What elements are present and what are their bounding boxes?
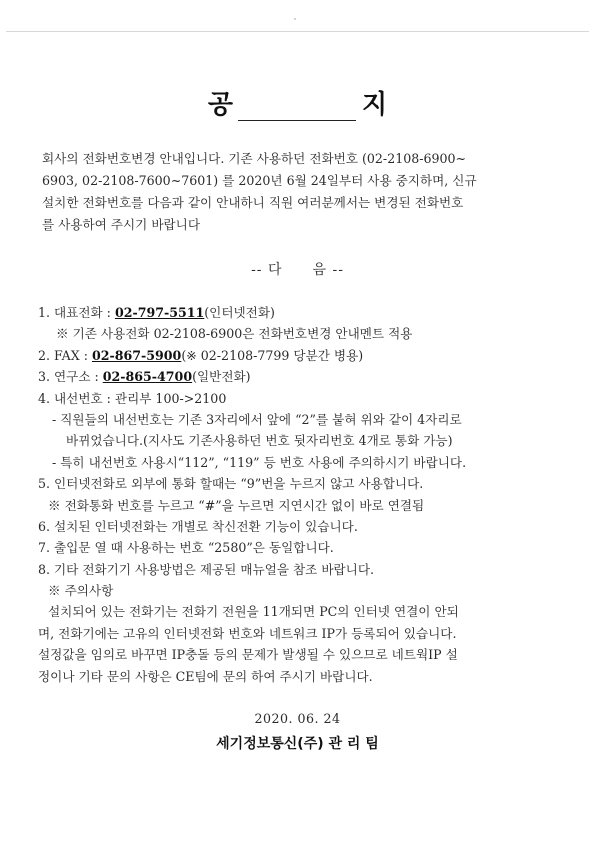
- notice-title: 공 지: [207, 90, 448, 120]
- notice-items: [38, 302, 568, 687]
- intro-line: 6903, 02-2108-7600~7601) 를 2020년 6월 24일부터 사용 중지하며, 신규: [42, 173, 477, 188]
- item-lab: [38, 366, 568, 387]
- item-suffix: (인터넷전화): [204, 305, 275, 320]
- main-phone-number: 02-797-5511: [114, 305, 205, 320]
- caution-text: 설정값을 임의로 바꾸면 IP충돌 등의 문제가 발생될 수 있으므로 네트웍IP 설: [38, 647, 458, 663]
- item-forwarding: 6. 설치된 인터넷전화는 개별로 착신전환 기능이 있습니다.: [38, 518, 358, 534]
- item-label: 2. FAX :: [38, 347, 92, 363]
- signer: 세기정보통신(주) 관 리 팀: [216, 736, 379, 752]
- item-fax: [38, 345, 568, 366]
- title-underline: [238, 120, 356, 121]
- caution-text: 며, 전화기에는 고유의 인터넷전화 번호와 네트워크 IP가 등록되어 있습니다.: [38, 625, 457, 641]
- item-sub: 바뀌었습니다.(지사도 기존사용하던 번호 뒷자리번호 4개로 통화 가능): [66, 433, 453, 449]
- item-main-phone: [38, 302, 568, 323]
- item-suffix: (일반전화): [192, 369, 251, 385]
- caution-text: 설치되어 있는 전화기는 전화기 전원을 11개되면 PC의 인터넷 연결이 안되: [48, 604, 459, 620]
- lab-phone-number: 02-865-4700: [102, 369, 193, 385]
- scan-edge-line: [6, 31, 589, 32]
- item-door-code: 7. 출입문 열 때 사용하는 번호 “2580”은 동일합니다.: [38, 540, 334, 556]
- caution-title: ※ 주의사항: [48, 583, 114, 599]
- item-internet-call: 5. 인터넷전화로 외부에 통화 할때는 “9”번을 누르지 않고 사용합니다.: [38, 476, 424, 492]
- intro-line: 를 사용하여 주시기 바랍니다: [42, 217, 200, 232]
- item-label: 1. 대표전화 :: [38, 305, 115, 320]
- dagum-left: -- 다: [251, 262, 283, 278]
- intro-line: 설치한 전화번호를 다음과 같이 안내하니 직원 여러분께서는 변경된 전화번호: [42, 195, 464, 210]
- caution-text: 정이나 기타 문의 사항은 CE팀에 문의 하여 주시기 바랍니다.: [38, 668, 373, 684]
- intro-paragraph: [42, 148, 558, 236]
- section-heading-dagum: [0, 259, 595, 279]
- item-note: ※ 기존 사용전화 02-2108-6900은 전화번호변경 안내멘트 적용: [56, 326, 413, 342]
- fax-number: 02-867-5900: [91, 347, 182, 363]
- item-sub: - 직원들의 내선번호는 기존 3자리에서 앞에 “2”를 붙혀 위와 같이 4자리로: [52, 411, 462, 427]
- notice-date: 2020. 06. 24: [254, 711, 341, 726]
- item-manual: 8. 기타 전화기기 사용방법은 제공된 매뉴얼을 참조 바랍니다.: [38, 561, 375, 577]
- item-note: ※ 전화통화 번호를 누르고 “#”을 누르면 지연시간 없이 바로 연결됨: [48, 497, 425, 513]
- item-extension: 4. 내선번호 : 관리부 100->2100: [38, 390, 227, 406]
- item-suffix: (※ 02-2108-7799 당분간 병용): [181, 347, 364, 363]
- item-label: 3. 연구소 :: [38, 369, 103, 385]
- item-sub: - 특히 내선번호 사용시“112”, “119” 등 번호 사용에 주의하시기 바랍니다.: [52, 454, 467, 470]
- scan-artifact: [294, 18, 296, 20]
- dagum-right: 음 --: [312, 262, 344, 278]
- intro-line: 회사의 전화번호변경 안내입니다. 기존 사용하던 전화번호 (02-2108-6900~: [42, 151, 467, 166]
